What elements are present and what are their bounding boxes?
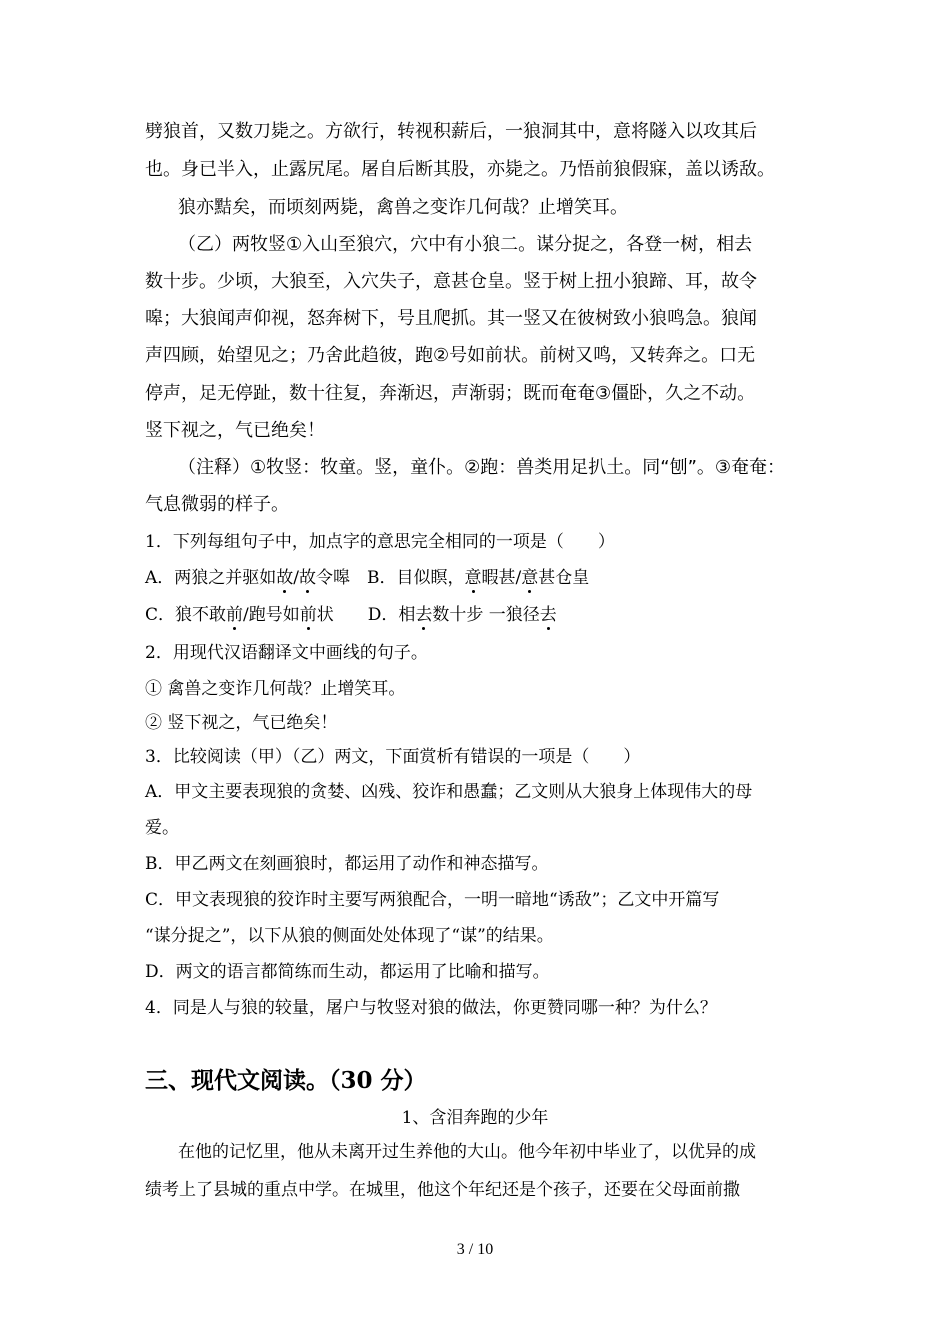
dotted-char: 前 [299,605,317,625]
section-heading: 三、现代文阅读。（30 分） [145,1067,427,1094]
question-3-option-c-cont: “谋分捉之”，以下从狼的侧面处处体现了“谋”的结果。 [145,926,554,946]
option-text: 甚仓皇 [538,568,590,588]
question-3-option-b: B．甲乙两文在刻画狼时，都运用了动作和神态描写。 [145,854,549,874]
passage-line: 劈狼首，又数刀毙之。方欲行，转视积薪后，一狼洞其中，意将隧入以攻其后 [145,121,757,142]
annotation-line: 气息微弱的样子。 [145,494,289,515]
option-text: 状 D．相 [316,605,416,625]
page-number: 3 / 10 [456,1241,494,1258]
dotted-char: 去 [415,605,433,625]
article-paragraph-line: 在他的记忆里，他从未离开过生养他的大山。他今年初中毕业了，以优异的成 [178,1142,756,1162]
dotted-char: 意 [464,568,482,588]
question-3-option-a-cont: 爱。 [145,818,179,838]
passage-line: 数十步。少顷，大狼至，入穴失子，意甚仓皇。竖于树上扭小狼蹄、耳，故令 [145,271,757,292]
question-2-item: ② 竖下视之，气已绝矣！ [145,713,338,733]
article-title: 1、含泪奔跑的少年 [401,1108,549,1128]
option-text: /跑号如 [243,605,300,625]
option-text: C．狼不敢 [145,605,227,625]
annotation-line: （注释）①牧竖：牧童。竖，童仆。②跑：兽类用足扒土。同“刨”。③奄奄： [178,457,786,478]
question-3-option-d: D．两文的语言都简练而生动，都运用了比喻和描写。 [145,962,550,982]
option-text: A．两狼之并驱如 [145,568,277,588]
question-1: 1．下列每组句子中，加点字的意思完全相同的一项是（ ） [145,532,615,552]
passage-line: 狼亦黠矣，而顷刻两毙，禽兽之变诈几何哉？止增笑耳。 [178,197,628,218]
option-text: / [293,568,300,588]
option-text: 数十步 一狼径 [432,605,540,625]
question-4: 4．同是人与狼的较量，屠户与牧竖对狼的做法，你更赞同哪一种？为什么？ [145,998,717,1018]
question-3: 3．比较阅读（甲）（乙）两文，下面赏析有错误的一项是（ ） [145,747,641,767]
passage-line: 停声，足无停趾，数十往复，奔渐迟，声渐弱；既而奄奄③僵卧，久之不动。 [145,383,756,404]
article-paragraph-line: 绩考上了县城的重点中学。在城里，他这个年纪还是个孩子，还要在父母面前撒 [145,1180,740,1200]
question-2: 2．用现代汉语翻译文中画线的句子。 [145,643,428,663]
passage-line: 嗥；大狼闻声仰视，怒奔树下，号且爬抓。其一竖又在彼树致小狼鸣急。狼闻 [145,308,757,329]
dotted-char: 意 [521,568,539,588]
question-1-options-cd [145,603,557,627]
passage-line: 声四顾，始望见之；乃舍此趋彼，跑②号如前状。前树又鸣，又转奔之。口无 [145,345,756,366]
dotted-char: 前 [226,605,244,625]
option-text: 令嗥 B．目似瞑， [316,568,465,588]
dotted-char: 故 [276,568,294,588]
passage-line: 也。身已半入，止露尻尾。屠自后断其股，亦毙之。乃悟前狼假寐，盖以诱敌。 [145,159,775,180]
passage-line: （乙）两牧竖①入山至狼穴，穴中有小狼二。谋分捉之，各登一树，相去 [178,234,753,255]
option-text: 暇甚/ [481,568,522,588]
question-1-options-ab [145,566,589,590]
question-2-item: ① 禽兽之变诈几何哉？止增笑耳。 [145,679,406,699]
question-3-option-a: A．甲文主要表现狼的贪婪、凶残、狡诈和愚蠢；乙文则从大狼身上体现伟大的母 [145,782,753,802]
dotted-char: 故 [299,568,317,588]
dotted-char: 去 [539,605,557,625]
passage-line: 竖下视之，气已绝矣！ [145,420,325,441]
question-3-option-c: C．甲文表现狼的狡诈时主要写两狼配合，一明一暗地“诱敌”；乙文中开篇写 [145,890,720,910]
